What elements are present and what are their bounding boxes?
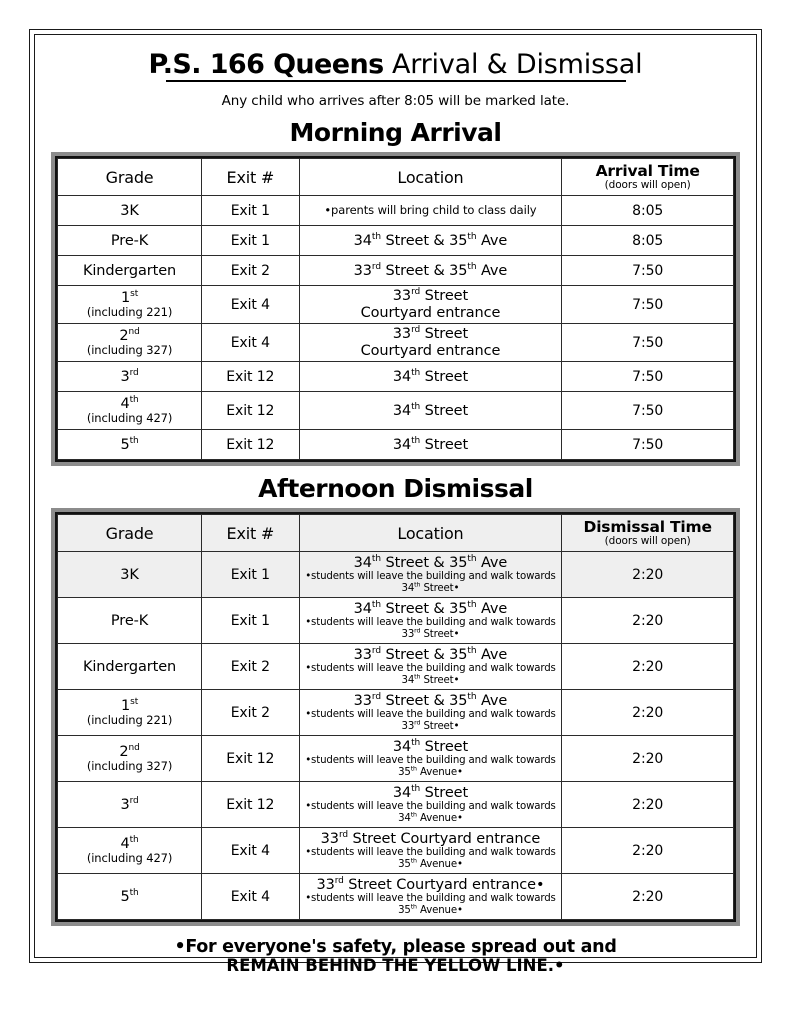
morning-cell-grade: 5th	[58, 430, 202, 460]
afternoon-cell-grade: 2nd (including 327)	[58, 736, 202, 782]
table-row	[58, 644, 734, 690]
table-row	[58, 430, 734, 460]
afternoon-grade-room-note: (including 221)	[86, 713, 173, 728]
afternoon-cell-grade: 3rd	[58, 782, 202, 828]
afternoon-location-note: •students will leave the building and walk towards 34th Street•	[305, 663, 556, 686]
morning-cell-exit: Exit 4	[202, 286, 299, 324]
afternoon-location-note: •students will leave the building and walk towards 33rd Street•	[305, 617, 556, 640]
title-underline	[166, 80, 626, 82]
afternoon-table-rule	[55, 512, 736, 922]
afternoon-location-note: •students will leave the building and walk towards 35th Avenue•	[305, 847, 556, 870]
table-row	[58, 828, 734, 874]
morning-header-row	[58, 159, 734, 196]
morning-cell-exit: Exit 4	[202, 324, 299, 362]
afternoon-location-main: 34th Street & 35th Ave	[353, 553, 508, 571]
morning-location-main: 34th Street & 35th Ave	[353, 231, 508, 249]
morning-cell-grade: 3K	[58, 196, 202, 226]
morning-cell-location	[299, 196, 562, 226]
morning-cell-grade: 1st (including 221)	[58, 286, 202, 324]
morning-cell-location	[299, 430, 562, 460]
afternoon-cell-location	[299, 690, 562, 736]
afternoon-header-time-main: Dismissal Time	[583, 518, 712, 537]
morning-cell-grade: Pre-K	[58, 226, 202, 256]
afternoon-cell-location	[299, 874, 562, 920]
morning-header-time-main: Arrival Time	[595, 162, 700, 181]
afternoon-location-main: 34th Street & 35th Ave	[353, 599, 508, 617]
afternoon-cell-time: 2:20	[562, 552, 734, 598]
table-row	[58, 598, 734, 644]
morning-cell-location	[299, 324, 562, 362]
afternoon-cell-grade: 3K	[58, 552, 202, 598]
morning-header-location: Location	[299, 159, 562, 196]
morning-header-time	[562, 159, 734, 196]
afternoon-location-note: •students will leave the building and walk towards 34th Avenue•	[305, 801, 556, 824]
morning-table-rule	[55, 156, 736, 462]
morning-location-main: 33rd Street	[392, 325, 469, 343]
afternoon-cell-grade: Pre-K	[58, 598, 202, 644]
table-row	[58, 362, 734, 392]
morning-cell-exit: Exit 1	[202, 226, 299, 256]
morning-cell-grade: 4th (including 427)	[58, 392, 202, 430]
morning-cell-time: 7:50	[562, 256, 734, 286]
morning-table-head	[58, 159, 734, 196]
table-row	[58, 690, 734, 736]
morning-cell-exit: Exit 1	[202, 196, 299, 226]
afternoon-section-heading: Afternoon Dismissal	[258, 474, 533, 504]
morning-header-grade: Grade	[58, 159, 202, 196]
morning-arrival-table	[57, 158, 734, 460]
afternoon-cell-time: 2:20	[562, 598, 734, 644]
afternoon-cell-location	[299, 552, 562, 598]
morning-location-main: 33rd Street & 35th Ave	[353, 261, 508, 279]
afternoon-cell-location	[299, 644, 562, 690]
afternoon-cell-time: 2:20	[562, 736, 734, 782]
morning-cell-time: 7:50	[562, 362, 734, 392]
afternoon-cell-grade: 4th (including 427)	[58, 828, 202, 874]
afternoon-table-frame	[51, 508, 740, 926]
afternoon-header-exit: Exit #	[202, 515, 299, 552]
morning-section-heading: Morning Arrival	[289, 118, 502, 148]
morning-location-main: •parents will bring child to class daily	[324, 203, 537, 218]
afternoon-location-note: •students will leave the building and walk towards 35th Avenue•	[305, 755, 556, 778]
morning-header-time-sub: (doors will open)	[604, 178, 691, 191]
morning-cell-exit: Exit 12	[202, 392, 299, 430]
morning-cell-grade: 2nd (including 327)	[58, 324, 202, 362]
afternoon-location-main: 34th Street	[392, 737, 469, 755]
afternoon-table-head	[58, 515, 734, 552]
afternoon-cell-time: 2:20	[562, 644, 734, 690]
afternoon-cell-exit: Exit 1	[202, 598, 299, 644]
afternoon-location-note: •students will leave the building and walk towards 35th Avenue•	[305, 893, 556, 916]
morning-location-line2: Courtyard entrance	[360, 342, 501, 359]
afternoon-cell-exit: Exit 4	[202, 874, 299, 920]
afternoon-cell-location	[299, 828, 562, 874]
morning-cell-time: 7:50	[562, 392, 734, 430]
safety-footer	[51, 937, 740, 976]
afternoon-cell-exit: Exit 12	[202, 782, 299, 828]
page-title-school: P.S. 166 Queens	[148, 49, 384, 80]
afternoon-location-main: 33rd Street & 35th Ave	[353, 645, 508, 663]
afternoon-location-main: 33rd Street Courtyard entrance•	[316, 875, 545, 893]
morning-cell-location	[299, 286, 562, 324]
afternoon-cell-location	[299, 598, 562, 644]
afternoon-cell-grade: Kindergarten	[58, 644, 202, 690]
table-row	[58, 782, 734, 828]
afternoon-cell-grade: 1st (including 221)	[58, 690, 202, 736]
morning-cell-location	[299, 362, 562, 392]
table-row	[58, 324, 734, 362]
afternoon-cell-exit: Exit 2	[202, 644, 299, 690]
morning-grade-room-note: (including 221)	[86, 305, 173, 320]
table-row	[58, 256, 734, 286]
afternoon-cell-time: 2:20	[562, 690, 734, 736]
afternoon-dismissal-table	[57, 514, 734, 920]
morning-table-body	[58, 196, 734, 460]
morning-table-frame	[51, 152, 740, 466]
morning-location-line2: Courtyard entrance	[360, 304, 501, 321]
afternoon-location-main: 33rd Street & 35th Ave	[353, 691, 508, 709]
morning-location-main: 34th Street	[392, 435, 469, 453]
afternoon-header-row	[58, 515, 734, 552]
morning-cell-exit: Exit 2	[202, 256, 299, 286]
table-row	[58, 874, 734, 920]
morning-cell-exit: Exit 12	[202, 430, 299, 460]
morning-cell-grade: Kindergarten	[58, 256, 202, 286]
safety-footer-line2: REMAIN BEHIND THE YELLOW LINE.•	[226, 956, 565, 976]
afternoon-grade-room-note: (including 427)	[86, 851, 173, 866]
afternoon-cell-location	[299, 736, 562, 782]
morning-cell-time: 8:05	[562, 226, 734, 256]
page-content	[35, 35, 756, 976]
afternoon-table-body	[58, 552, 734, 920]
morning-location-main: 34th Street	[392, 367, 469, 385]
afternoon-cell-time: 2:20	[562, 828, 734, 874]
table-row	[58, 226, 734, 256]
morning-cell-location	[299, 256, 562, 286]
table-row	[58, 196, 734, 226]
afternoon-header-time	[562, 515, 734, 552]
morning-cell-grade: 3rd	[58, 362, 202, 392]
afternoon-cell-exit: Exit 12	[202, 736, 299, 782]
morning-cell-time: 7:50	[562, 286, 734, 324]
morning-cell-location	[299, 392, 562, 430]
safety-footer-line1: •For everyone's safety, please spread out and	[174, 937, 617, 958]
morning-grade-room-note: (including 327)	[86, 343, 173, 358]
morning-location-main: 33rd Street	[392, 287, 469, 305]
morning-cell-time: 7:50	[562, 430, 734, 460]
morning-cell-time: 7:50	[562, 324, 734, 362]
afternoon-cell-grade: 5th	[58, 874, 202, 920]
table-row	[58, 736, 734, 782]
afternoon-cell-time: 2:20	[562, 782, 734, 828]
afternoon-cell-location	[299, 782, 562, 828]
table-row	[58, 552, 734, 598]
afternoon-location-main: 33rd Street Courtyard entrance	[320, 829, 541, 847]
page-outer-border	[29, 29, 762, 976]
table-row	[58, 286, 734, 324]
page-inner-border	[34, 34, 757, 976]
morning-location-main: 34th Street	[392, 401, 469, 419]
afternoon-header-time-sub: (doors will open)	[604, 534, 691, 547]
afternoon-cell-exit: Exit 2	[202, 690, 299, 736]
afternoon-location-note: •students will leave the building and walk towards 34th Street•	[305, 571, 556, 594]
page-title	[51, 50, 740, 79]
afternoon-location-main: 34th Street	[392, 783, 469, 801]
morning-cell-time: 8:05	[562, 196, 734, 226]
afternoon-grade-room-note: (including 327)	[86, 759, 173, 774]
morning-cell-location	[299, 226, 562, 256]
afternoon-header-location: Location	[299, 515, 562, 552]
morning-grade-room-note: (including 427)	[86, 411, 173, 426]
afternoon-location-note: •students will leave the building and walk towards 33rd Street•	[305, 709, 556, 732]
afternoon-header-grade: Grade	[58, 515, 202, 552]
morning-cell-exit: Exit 12	[202, 362, 299, 392]
afternoon-cell-exit: Exit 4	[202, 828, 299, 874]
table-row	[58, 392, 734, 430]
morning-header-exit: Exit #	[202, 159, 299, 196]
afternoon-cell-time: 2:20	[562, 874, 734, 920]
late-policy-note: Any child who arrives after 8:05 will be marked late.	[221, 93, 570, 110]
afternoon-cell-exit: Exit 1	[202, 552, 299, 598]
page-title-subject: Arrival & Dismissal	[383, 49, 643, 80]
